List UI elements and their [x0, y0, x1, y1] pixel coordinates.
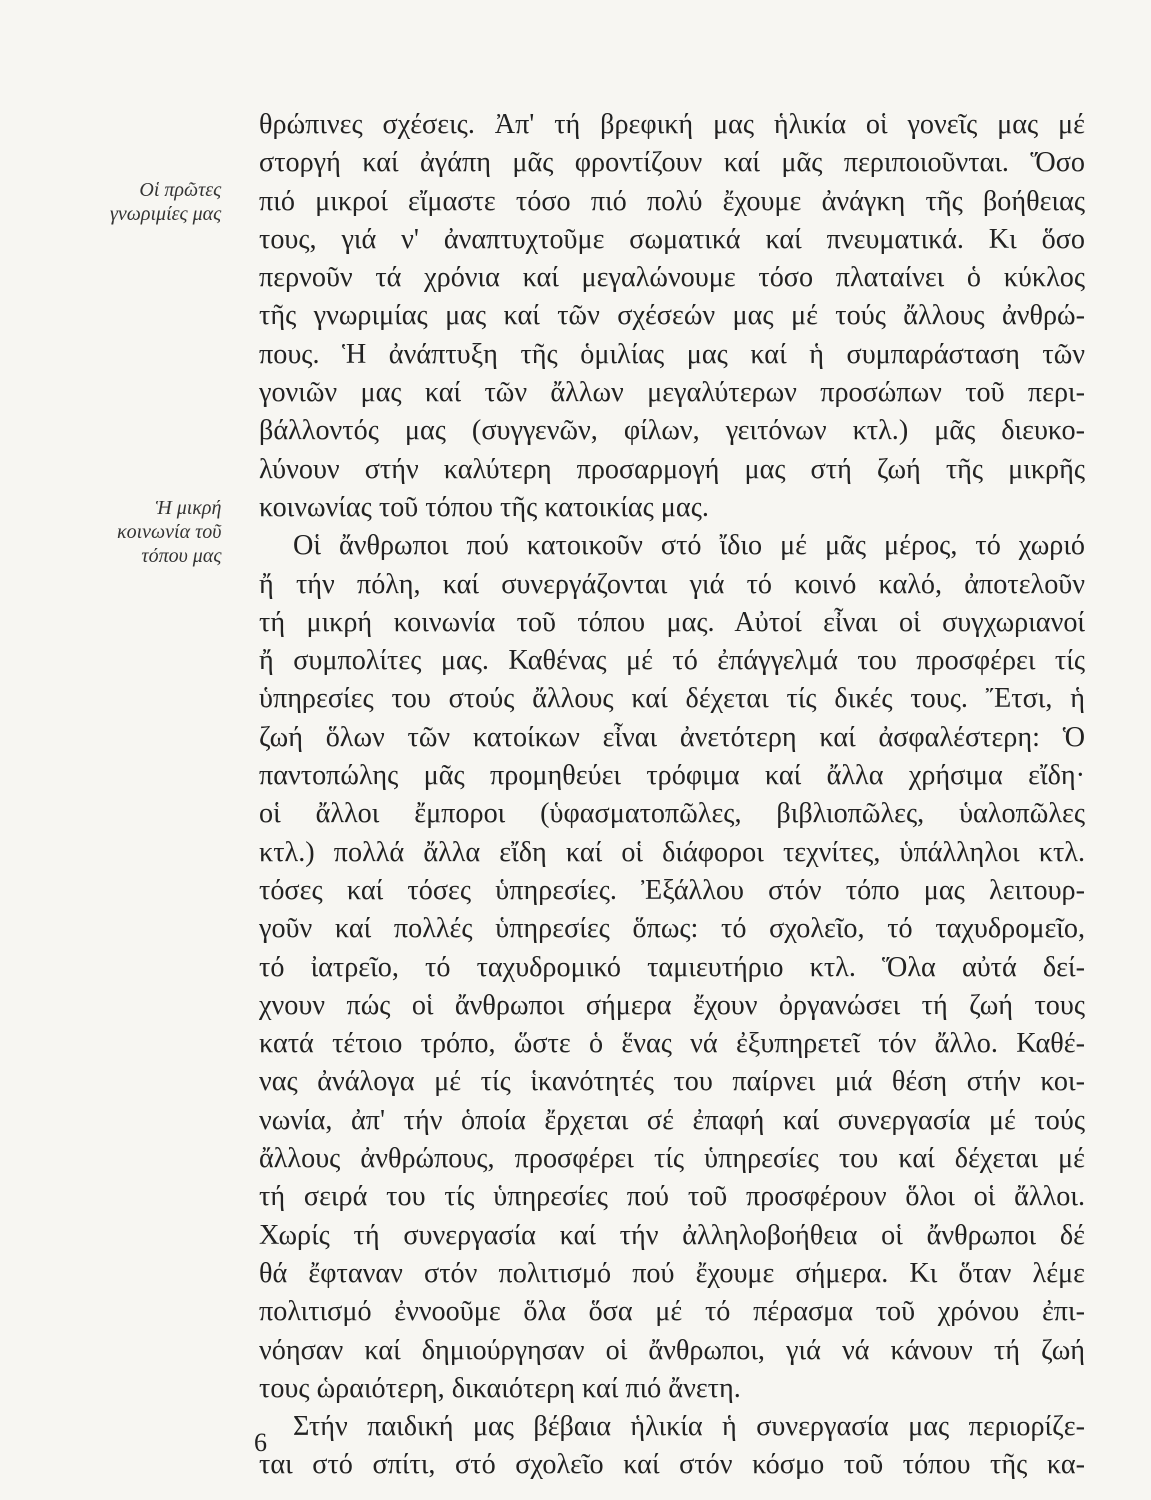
text-line: κοινωνίας τοῦ τόπου τῆς κατοικίας μας.: [259, 491, 709, 523]
text-line: τῆς γνωριμίας μας καί τῶν σχέσεών μας μέ τούς ἄλλους ἀνθρώ-: [259, 300, 1085, 332]
body-text: [259, 106, 1085, 1485]
text-line: χνουν πώς οἱ ἄνθρωποι σήμερα ἔχουν ὀργανώσει τή ζωή τους: [259, 989, 1085, 1021]
text-line: κτλ.) πολλά ἄλλα εἴδη καί οἱ διάφοροι τεχνίτες, ὑπάλληλοι κτλ.: [259, 836, 1085, 868]
text-line: ζωή ὅλων τῶν κατοίκων εἶναι ἀνετότερη καί ἀσφαλέστερη: Ὁ: [259, 721, 1085, 753]
text-line: τή σειρά του τίς ὑπηρεσίες πού τοῦ προσφέρουν ὅλοι οἱ ἄλλοι.: [259, 1181, 1085, 1213]
margin-note-small-community: [117, 496, 221, 568]
text-line: θά ἔφταναν στόν πολιτισμό πού ἔχουμε σήμερα. Κι ὅταν λέμε: [259, 1257, 1085, 1289]
text-line: ἄλλους ἀνθρώπους, προσφέρει τίς ὑπηρεσίες του καί δέχεται μέ: [259, 1143, 1085, 1175]
page-number: 6: [254, 1428, 267, 1457]
text-line: στοργή καί ἀγάπη μᾶς φροντίζουν καί μᾶς περιποιοῦνται. Ὅσο: [259, 147, 1085, 179]
text-line: γονιῶν μας καί τῶν ἄλλων μεγαλύτερων προσώπων τοῦ περι-: [259, 377, 1085, 409]
text-line: τή μικρή κοινωνία τοῦ τόπου μας. Αὐτοί εἶναι οἱ συγχωριανοί: [259, 606, 1085, 638]
text-line: νωνία, ἀπ' τήν ὁποία ἔρχεται σέ ἐπαφή καί συνεργασία μέ τούς: [259, 1104, 1085, 1136]
text-line: Οἱ ἄνθρωποι πού κατοικοῦν στό ἴδιο μέ μᾶς μέρος, τό χωριό: [293, 530, 1085, 562]
text-line: κατά τέτοιο τρόπο, ὥστε ὁ ἕνας νά ἐξυπηρετεῖ τόν ἄλλο. Καθέ-: [259, 1028, 1085, 1060]
paragraph: [259, 106, 1085, 527]
text-line: ται στό σπίτι, στό σχολεῖο καί στόν κόσμο τοῦ τόπου τῆς κα-: [259, 1449, 1085, 1481]
margin-note-line: τόπου μας: [141, 545, 222, 567]
margin-note-line: γνωριμίες μας: [110, 203, 222, 225]
text-line: Στήν παιδική μας βέβαια ἡλικία ἡ συνεργασία μας περιορίζε-: [293, 1411, 1085, 1443]
text-line: περνοῦν τά χρόνια καί μεγαλώνουμε τόσο πλαταίνει ὁ κύκλος: [259, 262, 1085, 294]
paragraph: [259, 527, 1085, 1408]
paragraph: [259, 1408, 1085, 1485]
text-line: οἱ ἄλλοι ἔμποροι (ὑφασματοπῶλες, βιβλιοπῶλες, ὑαλοπῶλες: [259, 798, 1085, 830]
text-line: παντοπώλης μᾶς προμηθεύει τρόφιμα καί ἄλλα χρήσιμα εἴδη·: [259, 760, 1085, 792]
text-line: πολιτισμό ἐννοοῦμε ὅλα ὅσα μέ τό πέρασμα τοῦ χρόνου ἐπι-: [259, 1296, 1085, 1328]
text-line: ὑπηρεσίες του στούς ἄλλους καί δέχεται τίς δικές τους. Ἔτσι, ἡ: [259, 683, 1085, 715]
margin-note-line: Ἡ μικρή: [155, 497, 222, 519]
text-line: βάλλοντός μας (συγγενῶν, φίλων, γειτόνων κτλ.) μᾶς διευκο-: [259, 415, 1085, 447]
text-line: θρώπινες σχέσεις. Ἀπ' τή βρεφική μας ἡλικία οἱ γονεῖς μας μέ: [259, 109, 1085, 140]
margin-note-first-acquaintances: [110, 178, 221, 226]
text-line: ἤ τήν πόλη, καί συνεργάζονται γιά τό κοινό καλό, ἀποτελοῦν: [259, 568, 1085, 600]
text-line: τους ὡραιότερη, δικαιότερη καί πιό ἄνετη.: [259, 1372, 741, 1404]
text-line: γοῦν καί πολλές ὑπηρεσίες ὅπως: τό σχολεῖο, τό ταχυδρομεῖο,: [259, 913, 1085, 945]
text-line: νόησαν καί δημιούργησαν οἱ ἄνθρωποι, γιά νά κάνουν τή ζωή: [259, 1334, 1085, 1366]
margin-note-line: Οἱ πρῶτες: [139, 179, 222, 201]
margin-note-line: κοινωνία τοῦ: [117, 521, 222, 543]
text-line: τό ἰατρεῖο, τό ταχυδρομικό ταμιευτήριο κτλ. Ὅλα αὐτά δεί-: [259, 951, 1085, 983]
text-line: τόσες καί τόσες ὑπηρεσίες. Ἐξάλλου στόν τόπο μας λειτουρ-: [259, 874, 1085, 906]
text-line: ἤ συμπολίτες μας. Καθένας μέ τό ἐπάγγελμά του προσφέρει τίς: [259, 645, 1085, 677]
text-line: λύνουν στήν καλύτερη προσαρμογή μας στή ζωή τῆς μικρῆς: [259, 453, 1085, 485]
text-line: Χωρίς τή συνεργασία καί τήν ἀλληλοβοήθεια οἱ ἄνθρωποι δέ: [259, 1219, 1085, 1251]
text-line: νας ἀνάλογα μέ τίς ἱκανότητές του παίρνει μιά θέση στήν κοι-: [259, 1066, 1085, 1098]
text-line: τους, γιά ν' ἀναπτυχτοῦμε σωματικά καί πνευματικά. Κι ὅσο: [259, 223, 1085, 255]
text-line: πους. Ἡ ἀνάπτυξη τῆς ὁμιλίας μας καί ἡ συμπαράσταση τῶν: [259, 338, 1085, 370]
text-line: πιό μικροί εἴμαστε τόσο πιό πολύ ἔχουμε ἀνάγκη τῆς βοήθειας: [259, 185, 1085, 217]
